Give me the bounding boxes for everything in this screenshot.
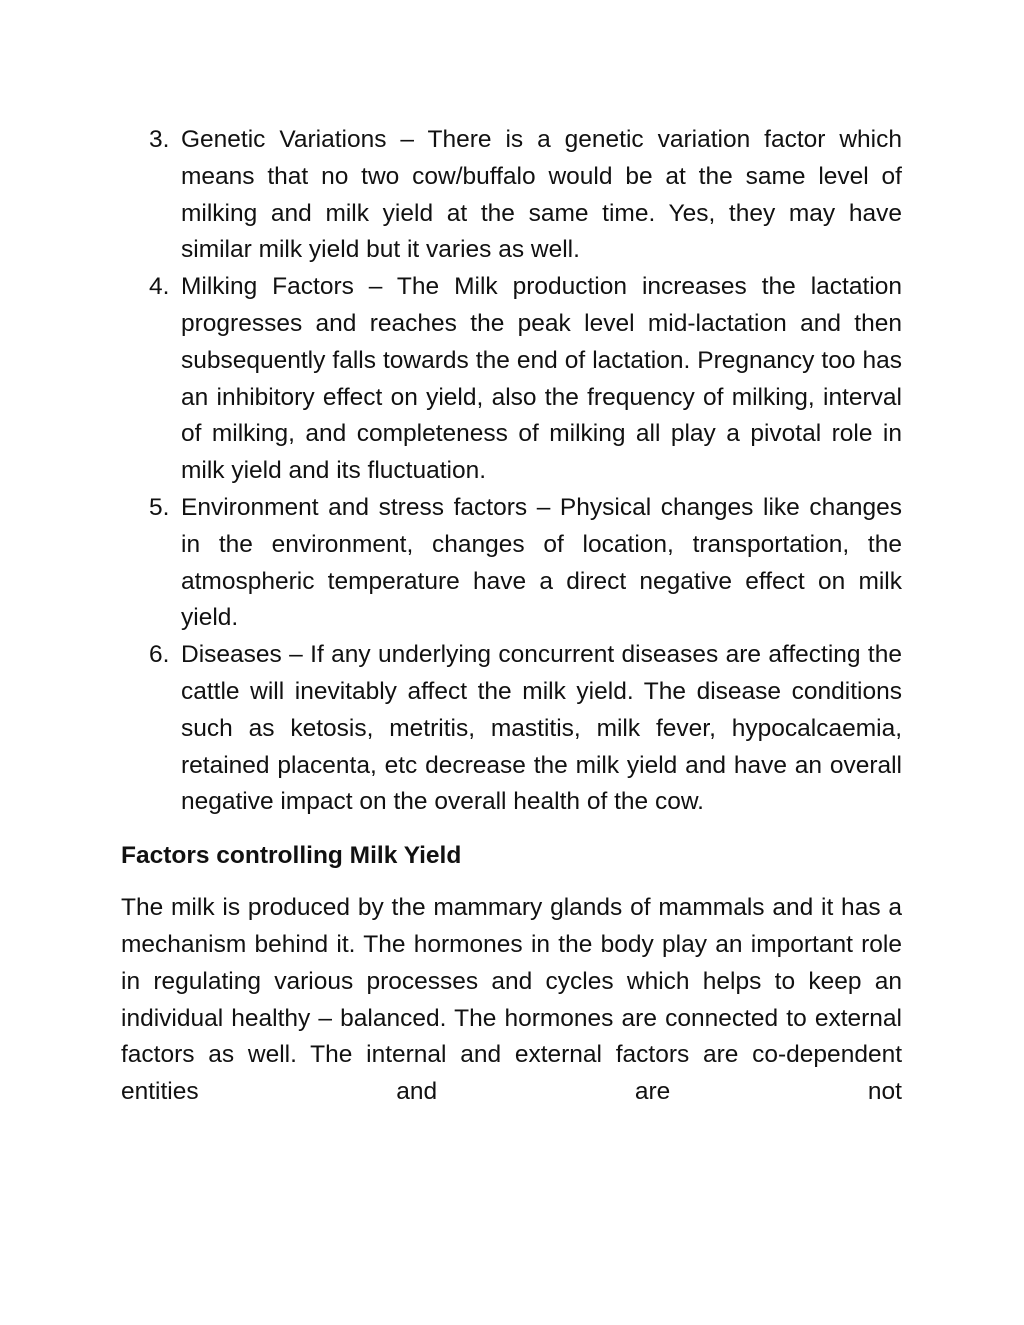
list-item bbox=[121, 490, 902, 637]
body-paragraph: The milk is produced by the mammary glands of mammals and it has a mechanism behind it. The hormones in the body play an important role in regulating various processes and cycles which helps to keep an individual healthy – balanced. The hormones are connected to external factors as well. The internal and external factors are co-dependent entities and are not bbox=[121, 894, 902, 1106]
list-item-number: 5. bbox=[149, 493, 170, 521]
list-item-number: 4. bbox=[149, 273, 170, 301]
list-item-text: Milking Factors – The Milk production increases the lactation progresses and reaches the peak level mid-lactation and then subsequently falls towards the end of lactation. Pregnancy too has an inhibitory effect on yield, also the frequency of milking, interval of milking, and completeness of milking all play a pivotal role in milk yield and its fluctuation. bbox=[181, 273, 902, 485]
document-page bbox=[121, 122, 902, 1111]
list-item bbox=[121, 637, 902, 821]
list-item-text: Diseases – If any underlying concurrent diseases are affecting the cattle will inevitably affect the milk yield. The disease conditions such as ketosis, metritis, mastitis, milk fever, hypocalcaemia, retained placenta, etc decrease the milk yield and have an overall negative impact on the overall health of the cow. bbox=[181, 641, 902, 816]
section-heading: Factors controlling Milk Yield bbox=[121, 842, 462, 870]
list-item-text: Environment and stress factors – Physical changes like changes in the environment, changes of location, transportation, the atmospheric temperature have a direct negative effect on milk yield. bbox=[181, 493, 902, 632]
list-item bbox=[121, 269, 902, 490]
list-item bbox=[121, 122, 902, 269]
list-item-number: 6. bbox=[149, 641, 170, 669]
list-item-number: 3. bbox=[149, 126, 170, 153]
list-item-text: Genetic Variations – There is a genetic variation factor which means that no two cow/buffalo would be at the same level of milking and milk yield at the same time. Yes, they may have similar milk yield but it varies as well. bbox=[181, 126, 902, 264]
factor-list bbox=[121, 122, 902, 821]
